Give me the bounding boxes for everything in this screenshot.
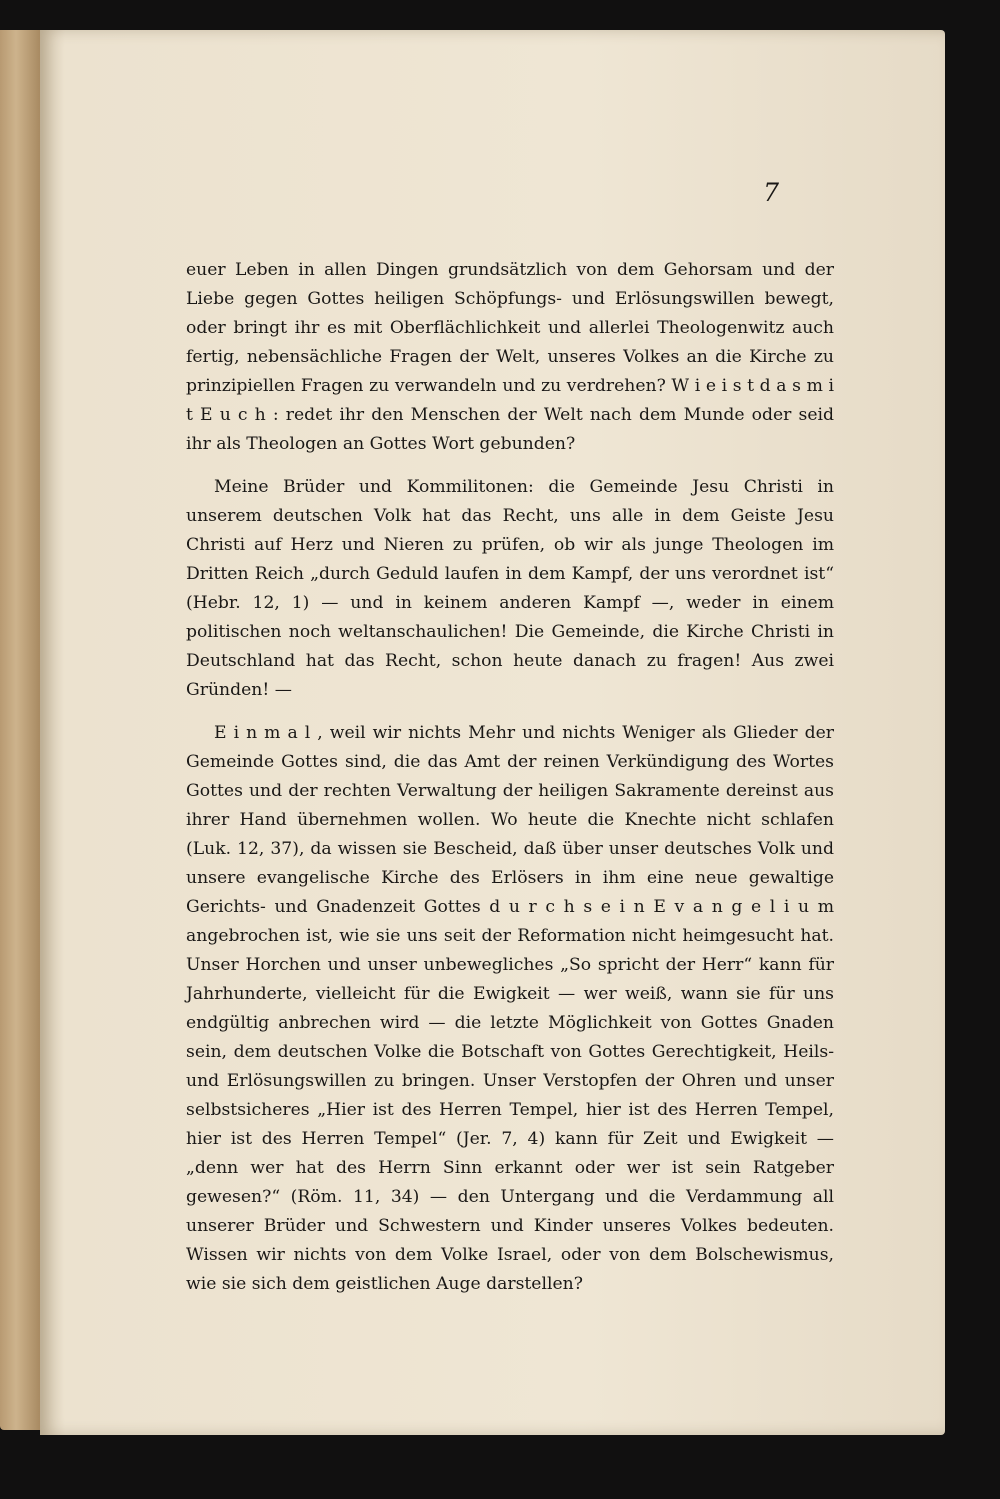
- book-page: [40, 30, 945, 1435]
- previous-page-edge: [0, 30, 40, 1430]
- paragraph-einmal: E i n m a l , weil wir nichts Mehr und nichts Weniger als Glieder der Gemeinde Gottes sind, die das Amt der reinen Verkündigung des Wortes Gottes und der rechten Verwaltung der heiligen Sakramente dereinst aus ihrer Hand übernehmen wollen. Wo heute die Knechte nicht schlafen (Luk. 12, 37), da wissen sie Bescheid, daß über unser deutsches Volk und unsere evangelische Kirche des Erlösers in ihm eine neue gewaltige Gerichts- und Gnadenzeit Gottes d u r c h s e i n E v a n g e l i u m angebrochen ist, wie sie uns seit der Reformation nicht heimgesucht hat. Unser Horchen und unser unbewegliches „So spricht der Herr“ kann für Jahrhunderte, vielleicht für die Ewigkeit — wer weiß, wann sie für uns endgültig anbrechen wird — die letzte Möglichkeit von Gottes Gnaden sein, dem deutschen Volke die Botschaft von Gottes Gerechtigkeit, Heils- und Erlösungswillen zu bringen. Unser Verstopfen der Ohren und unser selbstsicheres „Hier ist des Herren Tempel, hier ist des Herren Tempel, hier ist des Herren Tempel“ (Jer. 7, 4) kann für Zeit und Ewigkeit — „denn wer hat des Herrn Sinn erkannt oder wer ist sein Ratgeber gewesen?“ (Röm. 11, 34) — den Untergang und die Verdammung all unserer Brüder und Schwestern und Kinder unseres Volkes bedeuten. Wissen wir nichts von dem Volke Israel, oder von dem Bolschewismus, wie sie sich dem geistlichen Auge darstellen?: [186, 723, 834, 1294]
- page-number: 7: [763, 178, 779, 207]
- paragraph-continuation: euer Leben in allen Dingen grundsätzlich von dem Gehorsam und der Liebe gegen Gottes heiligen Schöpfungs- und Erlösungswillen bewegt, oder bringt ihr es mit Oberflächlichkeit und allerlei Theologenwitz auch fertig, nebensächliche Fragen der Welt, unseres Volkes an die Kirche zu prinzipiellen Fragen zu verwandeln und zu verdrehen? W i e i s t d a s m i t E u c h : redet ihr den Menschen der Welt nach dem Munde oder seid ihr als Theologen an Gottes Wort gebunden?: [186, 260, 834, 454]
- body-text: [186, 256, 834, 1313]
- paragraph-brueder: Meine Brüder und Kommilitonen: die Gemeinde Jesu Christi in unserem deutschen Volk hat das Recht, uns alle in dem Geiste Jesu Christi auf Herz und Nieren zu prüfen, ob wir als junge Theologen im Dritten Reich „durch Geduld laufen in dem Kampf, der uns verordnet ist“ (Hebr. 12, 1) — und in keinem anderen Kampf —, weder in einem politischen noch weltanschaulichen! Die Gemeinde, die Kirche Christi in Deutschland hat das Recht, schon heute danach zu fragen! Aus zwei Gründen! —: [186, 477, 834, 700]
